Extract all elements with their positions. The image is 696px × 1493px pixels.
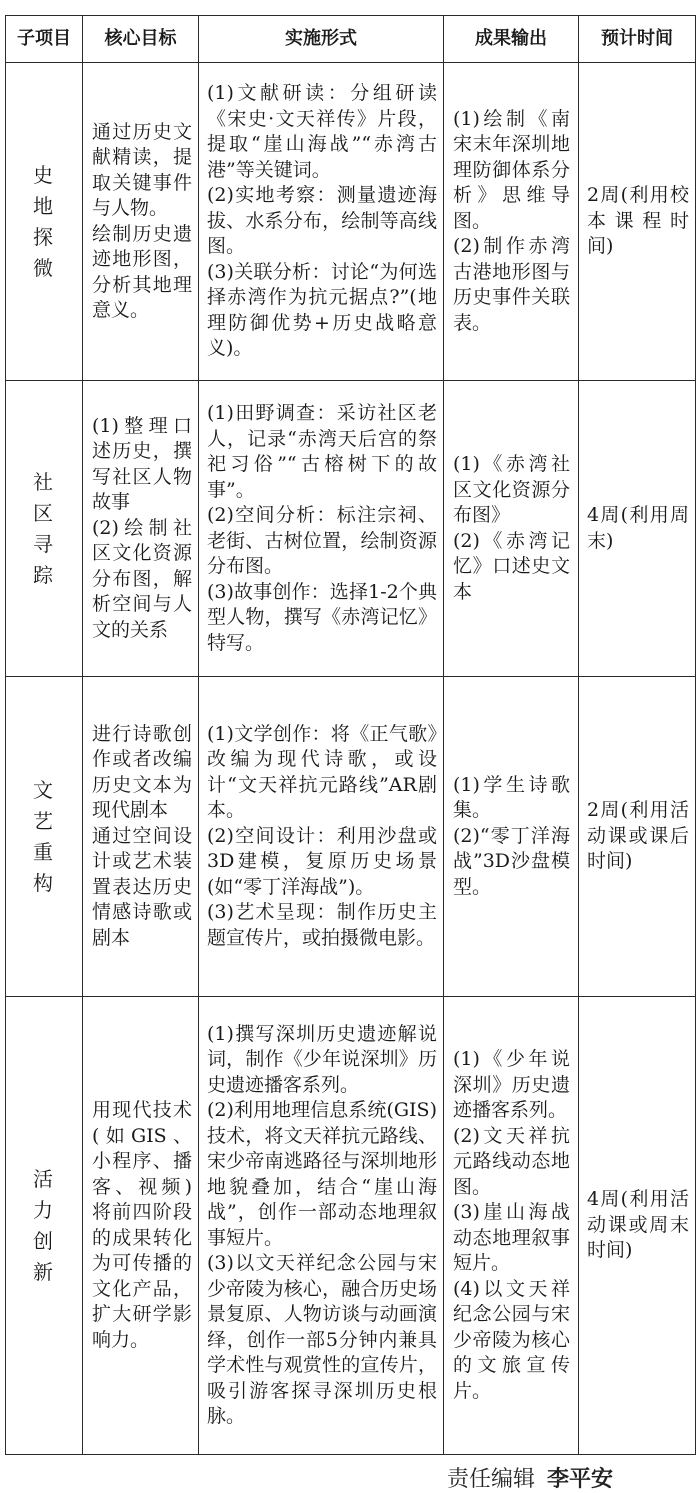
subproject-cell xyxy=(6,63,83,381)
subproject-cell xyxy=(6,381,83,677)
output-text: (1)绘制《南宋末年深圳地理防御体系分析》思维导图。 (2)制作赤湾古港地形图与历史事件关联表。 xyxy=(453,107,570,334)
form-text: (1)文学创作：将《正气歌》改编为现代诗歌，或设计“文天祥抗元路线”AR剧本。 (2)空间设计：利用沙盘或3D建模，复原历史场景(如“零丁洋海战”)。 (3)艺术呈现：制作历史主题宣传片，或拍摄微电影。 xyxy=(207,722,437,949)
time-text: 4周(利用周末) xyxy=(587,504,689,552)
header-implementation-form: 实施形式 xyxy=(199,16,444,63)
form-text: (1)田野调查：采访社区老人，记录“赤湾天后宫的祭祀习俗”“古榕树下的故事”。 (2)空间分析：标注宗祠、老街、古树位置，绘制资源分布图。 (3)故事创作：选择1-2个典型人物，撰写《赤湾记忆》特写。 xyxy=(207,402,437,654)
table-row xyxy=(6,997,696,1455)
form-cell xyxy=(199,997,444,1455)
time-text: 4周(利用活动课或周末时间) xyxy=(587,1188,689,1262)
editor-label: 责任编辑 xyxy=(447,1467,536,1492)
table-header-row xyxy=(6,16,696,63)
time-text: 2周(利用活动课或课后时间) xyxy=(587,799,689,873)
table-row xyxy=(6,381,696,677)
cropped-table-title xyxy=(0,0,678,8)
output-text: (1)《少年说深圳》历史遗迹播客系列。 (2)文天祥抗元路线动态地图。 (3)崖山海战动态地理叙事短片。 (4)以文天祥纪念公园与宋少帝陵为核心的文旅宣传片。 xyxy=(453,1048,570,1402)
header-output: 成果输出 xyxy=(444,16,579,63)
research-plan-table xyxy=(5,15,696,1455)
goal-cell xyxy=(83,63,199,381)
time-cell xyxy=(579,381,696,677)
time-text: 2周(利用校本课程时间) xyxy=(587,184,689,258)
goal-text: (1)整理口述历史，撰写社区人物故事 (2)绘制社区文化资源分布图，解析空间与人文的关系 xyxy=(92,414,192,641)
table-row xyxy=(6,677,696,997)
subproject-name: 史 地 探 微 xyxy=(33,162,53,280)
form-cell xyxy=(199,381,444,677)
table-row xyxy=(6,63,696,381)
header-core-goal: 核心目标 xyxy=(83,16,199,63)
editor-name: 李平安 xyxy=(547,1467,614,1492)
time-cell xyxy=(579,677,696,997)
output-text: (1)《赤湾社区文化资源分布图》 (2)《赤湾记忆》口述史文本 xyxy=(453,453,570,603)
goal-text: 进行诗歌创作或者改编历史文本为现代剧本 通过空间设计或艺术装置表达历史情感诗歌或剧本 xyxy=(92,722,192,949)
subproject-name: 社 区 寻 踪 xyxy=(33,469,53,587)
goal-text: 通过历史文献精读，提取关键事件与人物。 绘制历史遗迹地形图，分析其地理意义。 xyxy=(92,120,192,321)
form-cell xyxy=(199,63,444,381)
goal-cell xyxy=(83,381,199,677)
output-text: (1)学生诗歌集。 (2)“零丁洋海战”3D沙盘模型。 xyxy=(453,773,570,898)
form-cell xyxy=(199,677,444,997)
form-text: (1)文献研读：分组研读《宋史·文天祥传》片段，提取“崖山海战”“赤湾古港”等关键词。 (2)实地考察：测量遗迹海拔、水系分布，绘制等高线图。 (3)关联分析：讨论“为何选择赤湾作为抗元据点?”(地理防御优势+历史战略意义)。 xyxy=(207,82,437,360)
time-cell xyxy=(579,997,696,1455)
header-subproject: 子项目 xyxy=(6,16,83,63)
subproject-name: 文 艺 重 构 xyxy=(33,777,53,895)
header-estimated-time: 预计时间 xyxy=(579,16,696,63)
subproject-cell xyxy=(6,997,83,1455)
goal-cell xyxy=(83,997,199,1455)
goal-text: 用现代技术(如GIS、小程序、播客、视频)将前四阶段的成果转化为可传播的文化产品，扩大研学影响力。 xyxy=(92,1099,192,1351)
output-cell xyxy=(444,381,579,677)
time-cell xyxy=(579,63,696,381)
output-cell xyxy=(444,997,579,1455)
output-cell xyxy=(444,63,579,381)
subproject-name: 活 力 创 新 xyxy=(33,1166,53,1284)
editor-credit xyxy=(447,1462,613,1493)
output-cell xyxy=(444,677,579,997)
subproject-cell xyxy=(6,677,83,997)
form-text: (1)撰写深圳历史遗迹解说词，制作《少年说深圳》历史遗迹播客系列。 (2)利用地理信息系统(GIS)技术，将文天祥抗元路线、宋少帝南逃路径与深圳地形地貌叠加，结合“崖山海战”，创作一部动态地理叙事短片。 (3)以文天祥纪念公园与宋少帝陵为核心，融合历史场景复原、人物访谈与动画演绎，创作一部5分钟内兼具学术性与观赏性的宣传片，吸引游客探寻深圳历史根脉。 xyxy=(207,1022,437,1427)
goal-cell xyxy=(83,677,199,997)
